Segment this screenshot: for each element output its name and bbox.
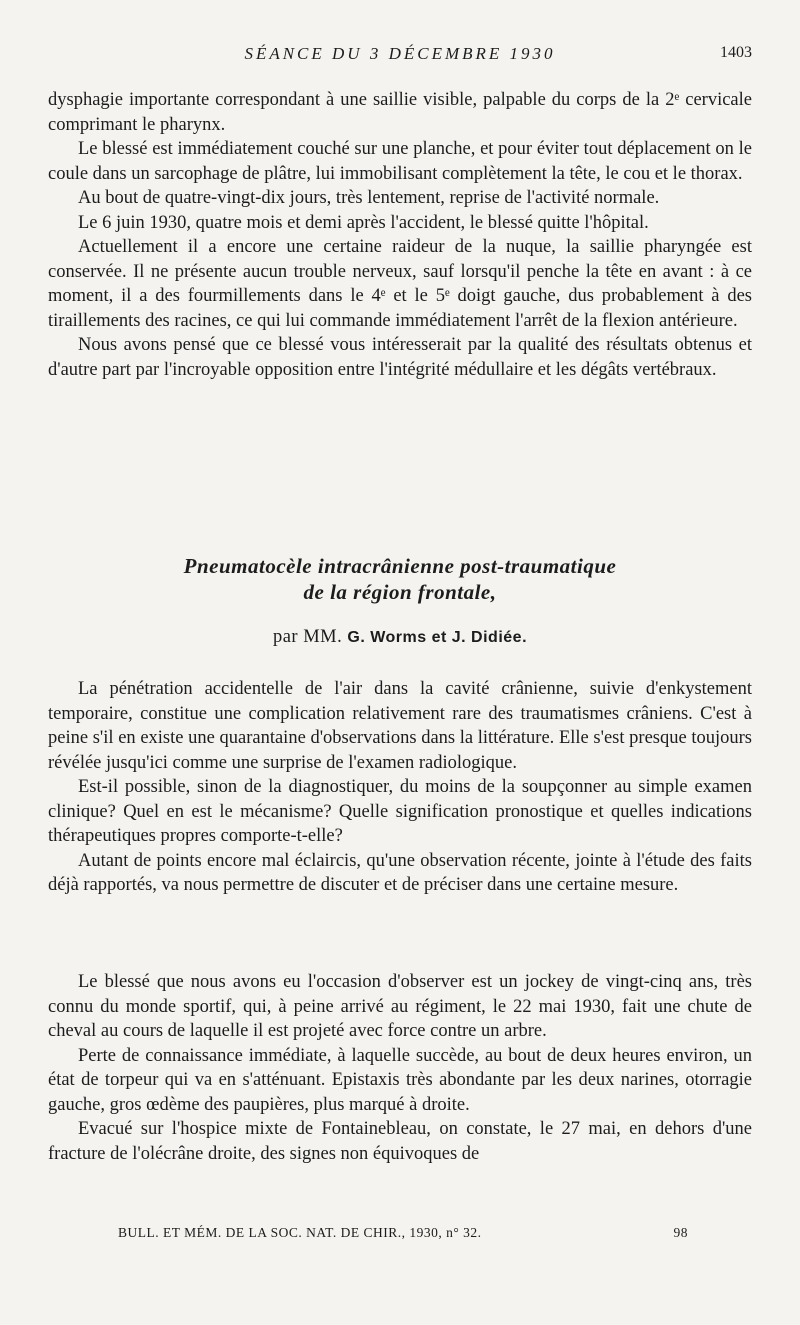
paragraph: La pénétration accidentelle de l'air dans la cavité crânienne, suivie d'enkystement temporaire, constitue une complication relativement rare des traumatismes crâniens. C'est à peine s'il en existe une quarantaine d'observations dans la littérature. Elle s'est presque toujours révélée jusqu'ici comme une surprise de l'examen radiologique.: [48, 679, 752, 773]
paragraph: Actuellement il a encore une certaine raideur de la nuque, la saillie pharyngée est conservée. Il ne présente aucun trouble nerveux, sauf lorsqu'il penche la tête en avant : à ce moment, il a des fourmillements dans le 4ᵉ et le 5ᵉ doigt gauche, dus probablement à des tiraillements des racines, ce qui lui commande immédiatement l'arrêt de la flexion antérieure.: [48, 237, 752, 331]
paragraph: Autant de points encore mal éclaircis, qu'une observation récente, jointe à l'étude des faits déjà rapportés, va nous permettre de discuter et de préciser dans une certaine mesure.: [48, 850, 752, 895]
introduction-section: [48, 677, 752, 898]
page-header: [48, 44, 752, 68]
paragraph: Nous avons pensé que ce blessé vous intéresserait par la qualité des résultats obtenus et d'autre part par l'incroyable opposition entre l'intégrité médullaire et les dégâts vertébraux.: [48, 335, 752, 380]
article-authors: [48, 627, 752, 648]
continued-text-section: [48, 88, 752, 382]
journal-reference: BULL. ET MÉM. DE LA SOC. NAT. DE CHIR., 1930, n° 32.: [118, 1225, 482, 1240]
paragraph: Perte de connaissance immédiate, à laquelle succède, au bout de deux heures environ, un état de torpeur qui va en s'atténuant. Epistaxis très abondante par les deux narines, otorragie gauche, gros œdème des paupières, plus marqué à droite.: [48, 1045, 752, 1115]
paragraph: Evacué sur l'hospice mixte de Fontainebleau, on constate, le 27 mai, en dehors d'une fracture de l'olécrâne droite, des signes non équivoques de: [48, 1119, 752, 1164]
signature-mark: 98: [673, 1225, 688, 1240]
paragraph: dysphagie importante correspondant à une saillie visible, palpable du corps de la 2ᵉ cervicale comprimant le pharynx.: [48, 90, 752, 135]
article-title-line-2: de la région frontale,: [303, 580, 497, 604]
paragraph: Le 6 juin 1930, quatre mois et demi après l'accident, le blessé quitte l'hôpital.: [78, 212, 649, 233]
article-title-line-1: Pneumatocèle intracrânienne post-traumatique: [183, 554, 617, 578]
case-report-section: [48, 970, 752, 1166]
paragraph: Est-il possible, sinon de la diagnostiquer, du moins de la soupçonner au simple examen clinique? Quel en est le mécanisme? Quelle signification pronostique et quelles indications thérapeutiques propres comporte-t-elle?: [48, 777, 752, 846]
paragraph: Au bout de quatre-vingt-dix jours, très lentement, reprise de l'activité normale.: [78, 188, 660, 208]
running-title: SÉANCE DU 3 DÉCEMBRE 1930: [244, 44, 556, 63]
article-heading: [48, 553, 752, 648]
authors-prefix: par MM.: [272, 627, 343, 647]
page-number: 1403: [720, 44, 752, 61]
paragraph: Le blessé que nous avons eu l'occasion d'observer est un jockey de vingt-cinq ans, très connu du monde sportif, qui, à peine arrivé au régiment, le 22 mai 1930, fait une chute de cheval au cours de laquelle il est projeté avec force contre un arbre.: [48, 972, 752, 1041]
authors-names: G. Worms et J. Didiée.: [347, 629, 528, 646]
paragraph: Le blessé est immédiatement couché sur une planche, et pour éviter tout déplacement on le coule dans un sarcophage de plâtre, lui immobilisant complètement la tête, le cou et le thorax.: [48, 139, 752, 184]
